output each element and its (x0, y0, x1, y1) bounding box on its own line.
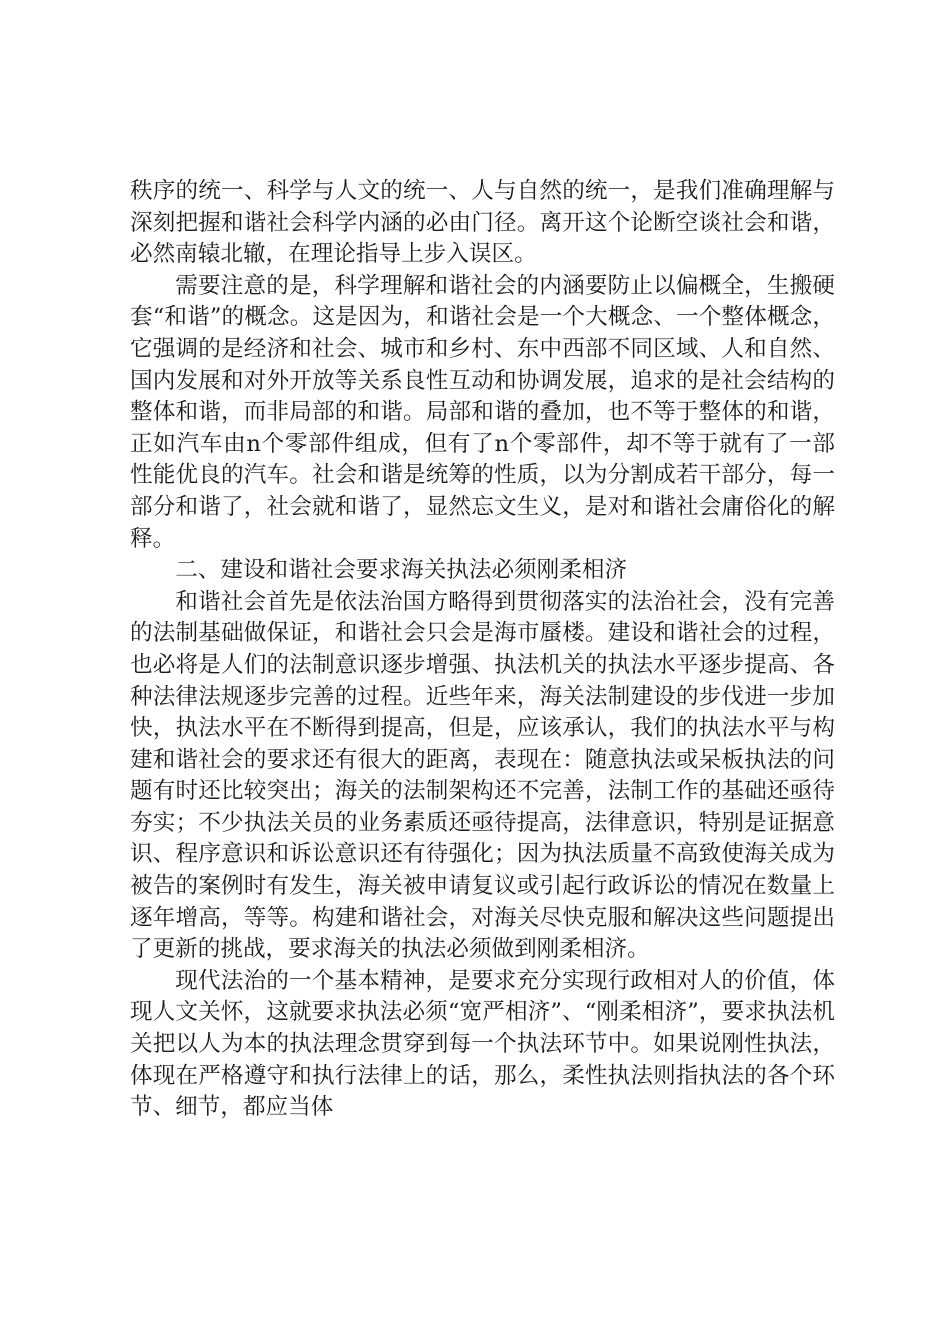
paragraph-rule-of-law: 和谐社会首先是依法治国方略得到贯彻落实的法治社会，没有完善的法制基础做保证，和谐社会只会是海市蜃楼。建设和谐社会的过程，也必将是人们的法制意识逐步增强、执法机关的执法水平逐步提高、各种法律法规逐步完善的过程。近些年来，海关法制建设的步伐进一步加快，执法水平在不断得到提高，但是，应该承认，我们的执法水平与构建和谐社会的要求还有很大的距离，表现在：随意执法或呆板执法的问题有时还比较突出；海关的法制架构还不完善，法制工作的基础还亟待夯实；不少执法关员的业务素质还亟待提高，法律意识，特别是证据意识、程序意识和诉讼意识还有待强化；因为执法质量不高致使海关成为被告的案例时有发生，海关被申请复议或引起行政诉讼的情况在数量上逐年增高，等等。构建和谐社会，对海关尽快克服和解决这些问题提出了更新的挑战，要求海关的执法必须做到刚柔相济。 (130, 588, 835, 963)
paragraph-continuation: 秩序的统一、科学与人文的统一、人与自然的统一，是我们准确理解与深刻把握和谐社会科学内涵的必由门径。离开这个论断空谈社会和谐，必然南辕北辙，在理论指导上步入误区。 (130, 178, 835, 268)
section-heading: 二、建设和谐社会要求海关执法必须刚柔相济 (175, 557, 628, 584)
paragraph-modern-law: 现代法治的一个基本精神，是要求充分实现行政相对人的价值，体现人文关怀，这就要求执法必须“宽严相济”、“刚柔相济”，要求执法机关把以人为本的执法理念贯穿到每一个执法环节中。如果说刚性执法，体现在严格遵守和执行法律上的话，那么，柔性执法则指执法的各个环节、细节，都应当体 (130, 967, 835, 1121)
paragraph-harmony-concept: 需要注意的是，科学理解和谐社会的内涵要防止以偏概全，生搬硬套“和谐”的概念。这是因为，和谐社会是一个大概念、一个整体概念，它强调的是经济和社会、城市和乡村、东中西部不同区域、人和自然、国内发展和对外开放等关系良性互动和协调发展，追求的是社会结构的整体和谐，而非局部的和谐。局部和谐的叠加，也不等于整体的和谐，正如汽车由n个零部件组成，但有了n个零部件，却不等于就有了一部性能优良的汽车。社会和谐是统筹的性质，以为分割成若干部分，每一部分和谐了，社会就和谐了，显然忘文生义，是对和谐社会庸俗化的解释。 (130, 272, 835, 552)
document-body (130, 176, 835, 1124)
